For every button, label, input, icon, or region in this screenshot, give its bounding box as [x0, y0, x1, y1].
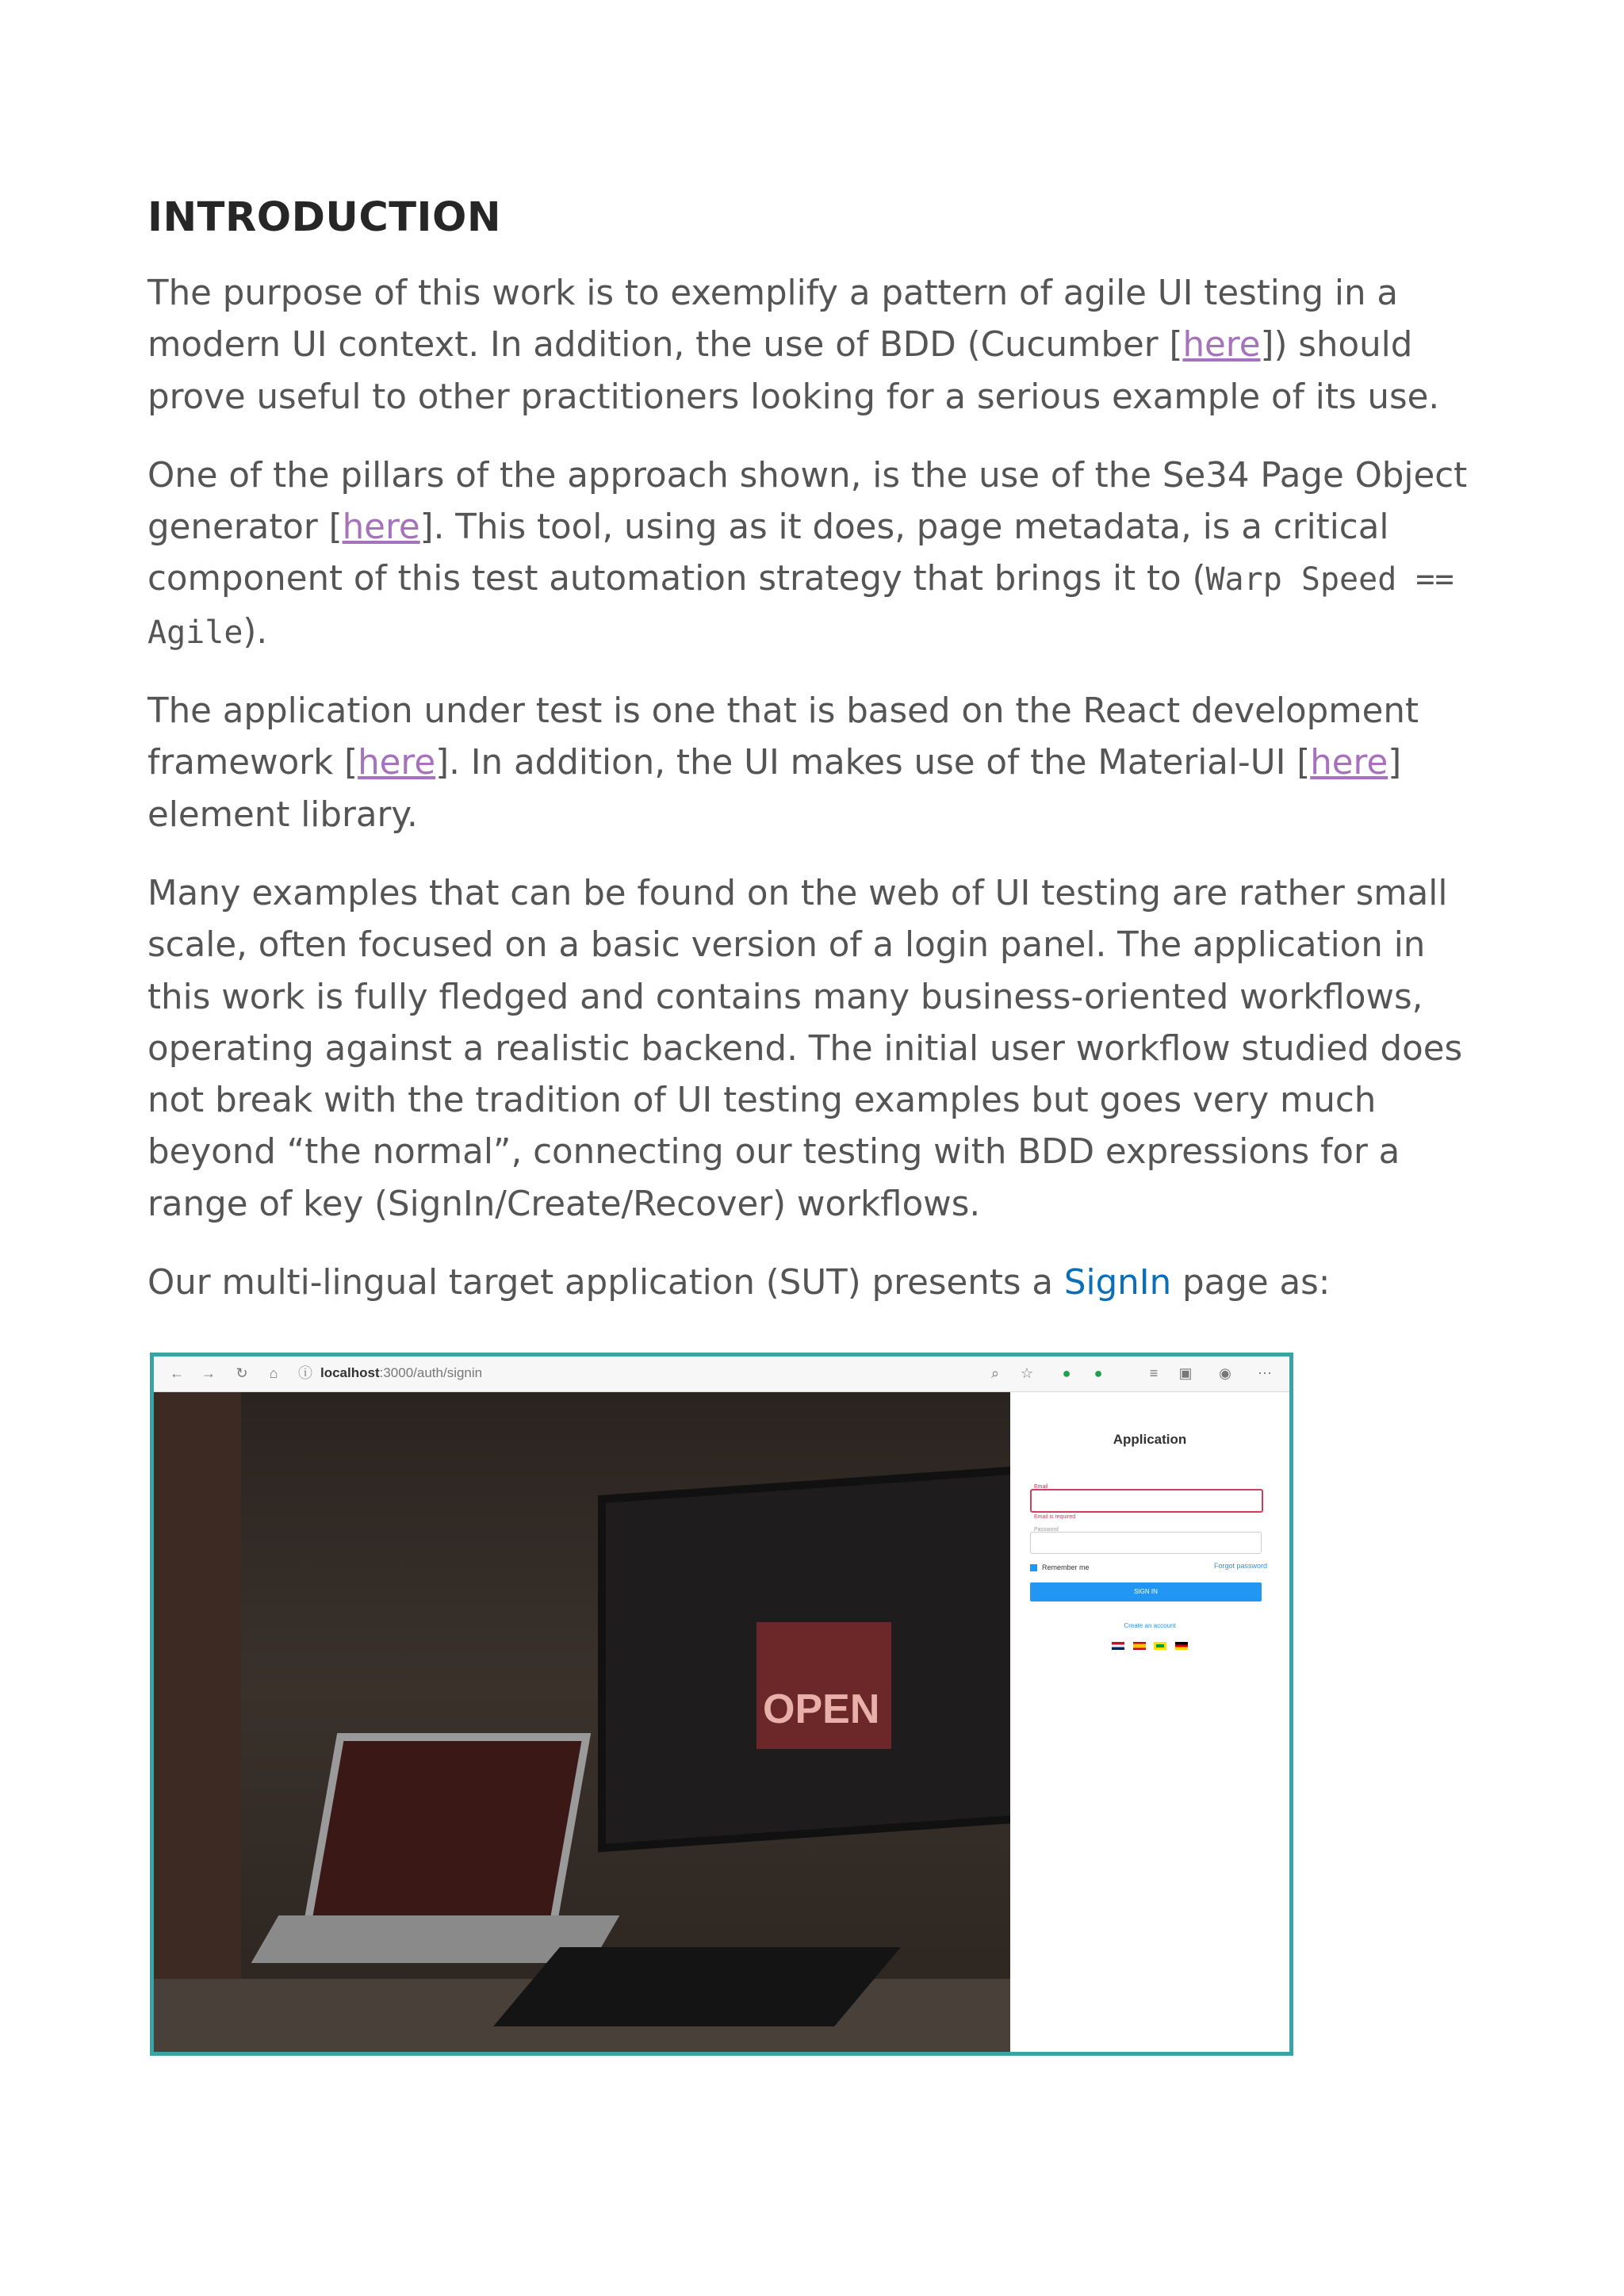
cucumber-link[interactable]: here — [1182, 325, 1261, 365]
browser-toolbar — [154, 1357, 1289, 1392]
extension-icon: ● — [1062, 1365, 1071, 1381]
paragraph-purpose: The purpose of this work is to exemplify a pattern of agile UI testing in a modern UI context. In addition, the use of BDD (Cucumber [here]) should prove useful to other practitioners looking for a serious example of its use. — [147, 274, 1440, 417]
material-ui-link[interactable]: here — [1310, 743, 1388, 783]
favorites-icon: ≡ — [1149, 1365, 1159, 1381]
email-error: Email is required — [1034, 1514, 1076, 1520]
germany-flag-icon[interactable] — [1175, 1642, 1188, 1650]
star-icon: ☆ — [1020, 1365, 1034, 1381]
laptop-graphic — [304, 1733, 591, 1923]
section-heading: INTRODUCTION — [147, 194, 502, 241]
signin-highlight: SignIn — [1063, 1263, 1172, 1303]
paragraph-target: Our multi-lingual target application (SUT) presents a SignIn page as: — [147, 1263, 1331, 1303]
checkbox-icon — [1030, 1564, 1037, 1571]
language-flags — [1010, 1640, 1289, 1654]
keyboard-graphic — [493, 1947, 901, 2026]
paragraph-examples: Many examples that can be found on the web of UI testing are rather small scale, often focused on a basic version of a login panel. The application in this work is fully fledged and contains many business-oriented workflows, operating against a realistic backend. The initial user workflow studied does not break with the tradition of UI testing examples but goes very much beyond “the normal”, connecting our testing with BDD expressions for a range of key (SignIn/Create/Recover) workflows. — [147, 873, 1463, 1224]
back-icon: ← — [170, 1365, 184, 1381]
react-link[interactable]: here — [358, 743, 436, 783]
app-title: Application — [1113, 1432, 1187, 1447]
inline-code: Warp Speed == Agile — [147, 561, 1454, 651]
address-bar: localhost:3000/auth/signin — [320, 1365, 483, 1380]
password-label: Password — [1034, 1527, 1059, 1533]
email-label: Email — [1034, 1484, 1048, 1490]
remember-me-checkbox[interactable]: Remember me — [1030, 1563, 1090, 1571]
info-icon: ⓘ — [298, 1365, 312, 1381]
paragraph-pillars: One of the pillars of the approach shown, is the use of the Se34 Page Object generator [here]. This tool, using as it does, page metadata, is a critical component of this test automation strategy that brings it to (Warp Speed == Agile). — [147, 455, 1468, 652]
profile-icon: ◉ — [1219, 1365, 1231, 1381]
password-field[interactable] — [1030, 1532, 1262, 1554]
signin-screenshot — [150, 1353, 1293, 2056]
spain-flag-icon[interactable] — [1133, 1642, 1146, 1650]
forward-icon: → — [201, 1365, 216, 1381]
create-account-link[interactable]: Create an account — [1124, 1622, 1176, 1629]
article-body — [147, 190, 1480, 1336]
open-sign: OPEN — [763, 1686, 880, 1732]
forgot-password-link[interactable]: Forgot password — [1213, 1562, 1267, 1570]
zoom-icon: ⌕ — [990, 1365, 1000, 1381]
brazil-flag-icon[interactable] — [1154, 1642, 1166, 1650]
se34-link[interactable]: here — [342, 507, 420, 548]
more-icon: ⋯ — [1258, 1365, 1272, 1381]
hero-photo — [154, 1392, 1010, 2052]
reload-icon: ↻ — [236, 1365, 248, 1381]
signin-button[interactable]: SIGN IN — [1030, 1582, 1262, 1601]
extension-icon-2: ● — [1094, 1365, 1103, 1381]
collections-icon: ▣ — [1178, 1365, 1193, 1381]
uk-flag-icon[interactable] — [1112, 1642, 1124, 1650]
home-icon: ⌂ — [269, 1365, 278, 1381]
signin-panel — [1010, 1392, 1289, 2052]
email-field[interactable] — [1030, 1489, 1263, 1513]
paragraph-application: The application under test is one that is based on the React development framework [here]. In addition, the UI makes use of the Material-UI [here] element library. — [147, 691, 1419, 835]
